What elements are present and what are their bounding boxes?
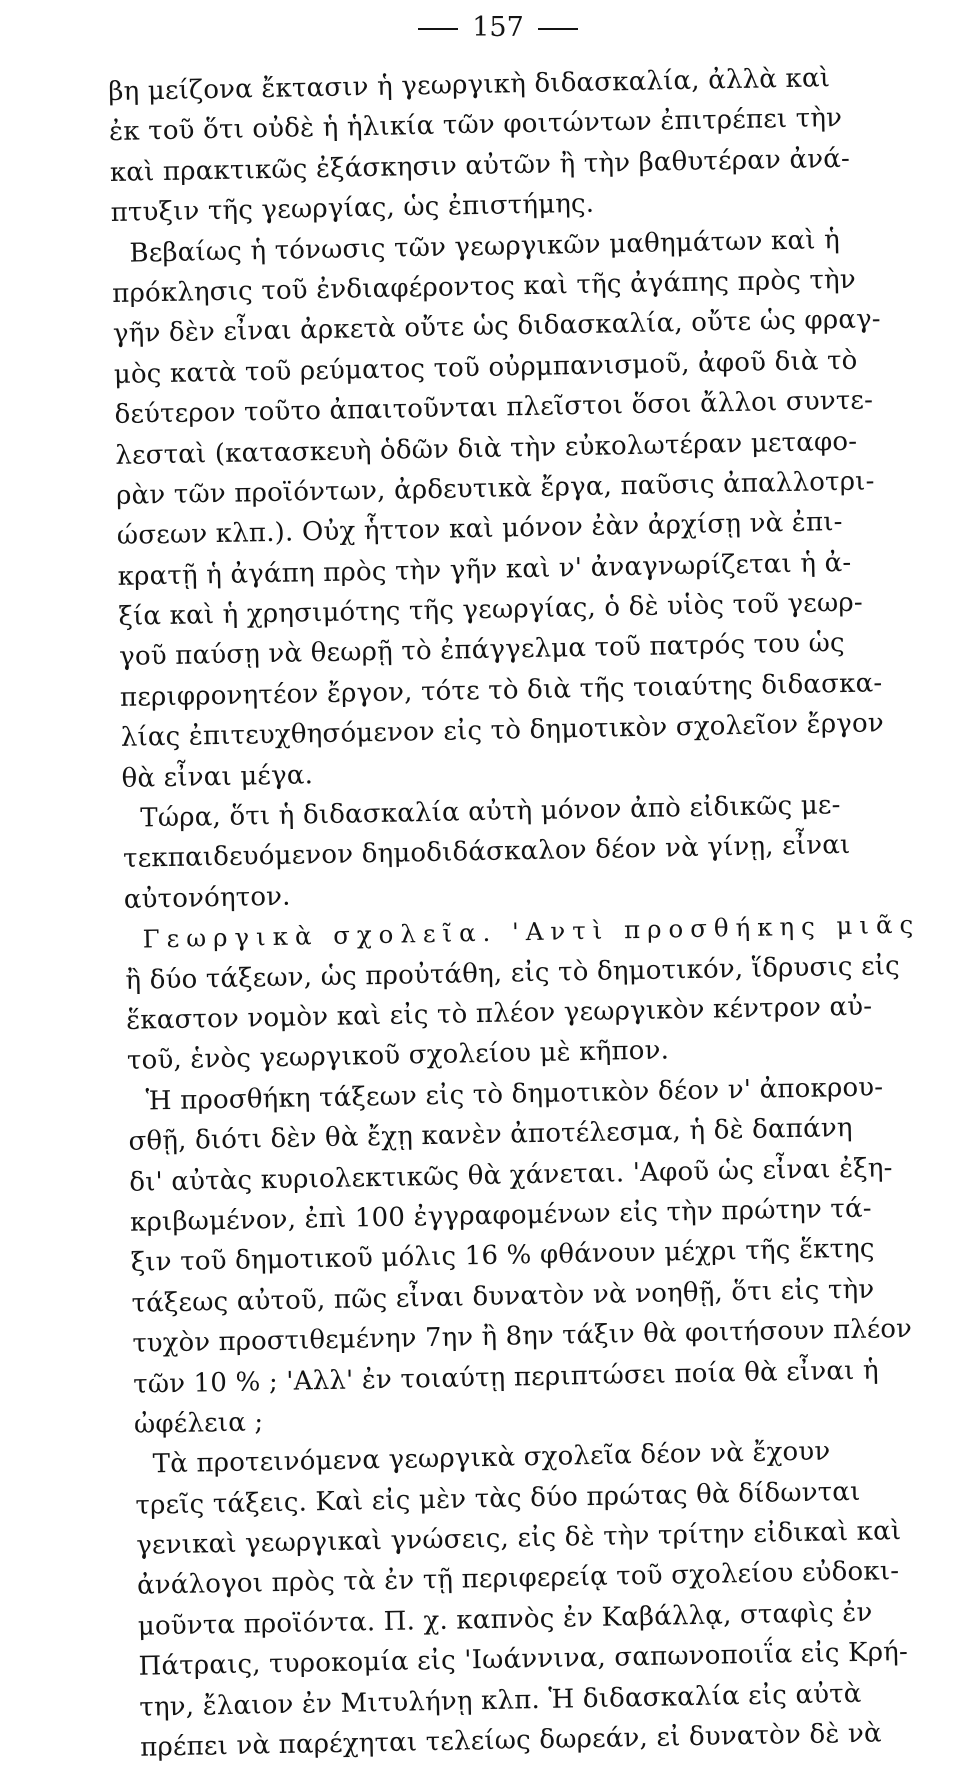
text-line: κρατῇ ἡ ἀγάπη πρὸς τὴν γῆν καὶ ν' ἀναγνωρίζεται ἡ ἀ-: [117, 547, 852, 592]
text-line: Τὰ προτεινόμενα γεωργικὰ σχολεῖα δέον νὰ ἔχουν: [152, 1436, 831, 1480]
text-line: μὸς κατὰ τοῦ ρεύματος τοῦ οὐρμπανισμοῦ, ἀφοῦ διὰ τὸ: [113, 345, 858, 390]
text-line: ἀνάλογοι πρὸς τὰ ἐν τῇ περιφερείᾳ τοῦ σχολείου εὐδοκι-: [136, 1556, 900, 1602]
text-line: τρεῖς τάξεις. Καὶ εἰς μὲν τὰς δύο πρώτας θὰ δίδωνται: [135, 1476, 861, 1521]
text-line: γῆν δὲν εἶναι ἀρκετὰ οὔτε ὡς διδασκαλία, οὔτε ὡς φραγ-: [112, 304, 882, 350]
text-line: σθῇ, διότι δὲν θὰ ἔχῃ κανὲν ἀποτέλεσμα, ἡ δὲ δαπάνη: [128, 1113, 853, 1157]
text-line: ξιν τοῦ δημοτικοῦ μόλις 16 % φθάνουν μέχρι τῆς ἕκτης: [130, 1233, 875, 1279]
text-line: Πάτραις, τυροκομία εἰς 'Ιωάννινα, σαπωνοποιΐα εἰς Κρή-: [138, 1637, 909, 1682]
text-line: τυχὸν προστιθεμένην 7ην ἢ 8ην τάξιν θὰ φοιτήσουν πλέον: [132, 1313, 913, 1359]
body-text: [108, 57, 920, 1768]
text-line: θὰ εἶναι μέγα.: [121, 759, 314, 794]
text-line: Τώρα, ὅτι ἡ διδασκαλία αὐτὴ μόνον ἀπὸ εἰδικῶς με-: [140, 790, 841, 834]
page-header: [108, 10, 888, 46]
text-line: καὶ πρακτικῶς ἐξάσκησιν αὐτῶν ἢ τὴν βαθυτέραν ἀνά-: [109, 143, 851, 188]
text-line: τοῦ, ἑνὸς γεωργικοῦ σχολείου μὲ κῆπον.: [126, 1035, 670, 1077]
text-line: ώσεων κλπ.). Οὐχ ἧττον καὶ μόνον ἐὰν ἀρχίσῃ νὰ ἐπι-: [116, 507, 843, 552]
text-line: ρὰν τῶν προϊόντων, ἀρδευτικὰ ἔργα, παῦσις ἀπαλλοτρι-: [115, 466, 875, 511]
header-dash-right: [538, 28, 578, 30]
text-line: πρόκλησις τοῦ ἐνδιαφέροντος καὶ τῆς ἀγάπης πρὸς τὴν: [111, 264, 857, 309]
page-number: 157: [472, 12, 524, 43]
text-line: γενικαὶ γεωργικαὶ γνώσεις, εἰς δὲ τὴν τρίτην εἰδικαὶ καὶ: [136, 1516, 902, 1561]
text-line: λίας ἐπιτευχθησόμενον εἰς τὸ δημοτικὸν σχολεῖον ἔργον: [120, 708, 885, 754]
text-line: τάξεως αὐτοῦ, πῶς εἶναι δυνατὸν νὰ νοηθῇ, ὅτι εἰς τὴν: [131, 1274, 875, 1319]
text-line: Βεβαίως ἡ τόνωσις τῶν γεωργικῶν μαθημάτων καὶ ἡ: [129, 224, 841, 269]
text-line: την, ἔλαιον ἐν Μιτυλήνῃ κλπ. Ἡ διδασκαλία εἰς αὐτὰ: [139, 1678, 862, 1723]
header-dash-left: [418, 28, 458, 30]
text-line: ἐκ τοῦ ὅτι οὐδὲ ἡ ἡλικία τῶν φοιτώντων ἐπιτρέπει τὴν: [108, 103, 843, 148]
text-line: βη μείζονα ἔκτασιν ἡ γεωργικὴ διδασκαλία, ἀλλὰ καὶ: [108, 63, 831, 107]
text-line: δι' αὐτὰς κυριολεκτικῶς θὰ χάνεται. 'Αφοῦ ὡς εἶναι ἐξη-: [129, 1152, 893, 1198]
text-line: πρέπει νὰ παρέχηται τελείως δωρεάν, εἰ δυνατὸν δὲ νὰ: [139, 1718, 882, 1763]
text-line: δεύτερον τοῦτο ἀπαιτοῦνται πλεῖστοι ὅσοι ἄλλοι συντε-: [114, 385, 874, 431]
text-line: γοῦ παύσῃ νὰ θεωρῇ τὸ ἐπάγγελμα τοῦ πατρός του ὡς: [118, 628, 846, 673]
text-line: ἕκαστον νομὸν καὶ εἰς τὸ πλέον γεωργικὸν κέντρον αὐ-: [125, 991, 873, 1036]
text-line: ξία καὶ ἡ χρησιμότης τῆς γεωργίας, ὁ δὲ υἱὸς τοῦ γεωρ-: [118, 587, 864, 632]
section-heading-line: Γεωργικὰ σχολεῖα. 'Αντὶ προσθήκης μιᾶς: [142, 909, 921, 954]
text-line: πτυξιν τῆς γεωργίας, ὡς ἐπιστήμης.: [110, 188, 595, 229]
text-line: ὠφέλεια ;: [133, 1407, 264, 1440]
text-line: μοῦντα προϊόντα. Π. χ. καπνὸς ἐν Καβάλλᾳ, σταφὶς ἐν: [137, 1597, 873, 1642]
text-line: λεσταὶ (κατασκευὴ ὁδῶν διὰ τὴν εὐκολωτέραν μεταφο-: [115, 426, 858, 471]
text-line: κριβωμένον, ἐπὶ 100 ἐγγραφομένων εἰς τὴν πρώτην τά-: [129, 1193, 872, 1238]
text-line: τεκπαιδευόμενον δημοδιδάσκαλον δέον νὰ γίνῃ, εἶναι: [122, 830, 851, 875]
text-line: περιφρονητέον ἔργον, τότε τὸ διὰ τῆς τοιαύτης διδασκα-: [119, 668, 883, 713]
text-line: Ἡ προσθήκη τάξεων εἰς τὸ δημοτικὸν δέον ν' ἀποκρου-: [145, 1072, 884, 1117]
text-line: αὐτονόητον.: [123, 881, 291, 915]
text-line: τῶν 10 % ; 'Αλλ' ἐν τοιαύτῃ περιπτώσει ποία θὰ εἶναι ἡ: [132, 1354, 879, 1400]
text-line: ἢ δύο τάξεων, ὡς προὐτάθη, εἰς τὸ δημοτικόν, ἵδρυσις εἰς: [125, 950, 901, 996]
